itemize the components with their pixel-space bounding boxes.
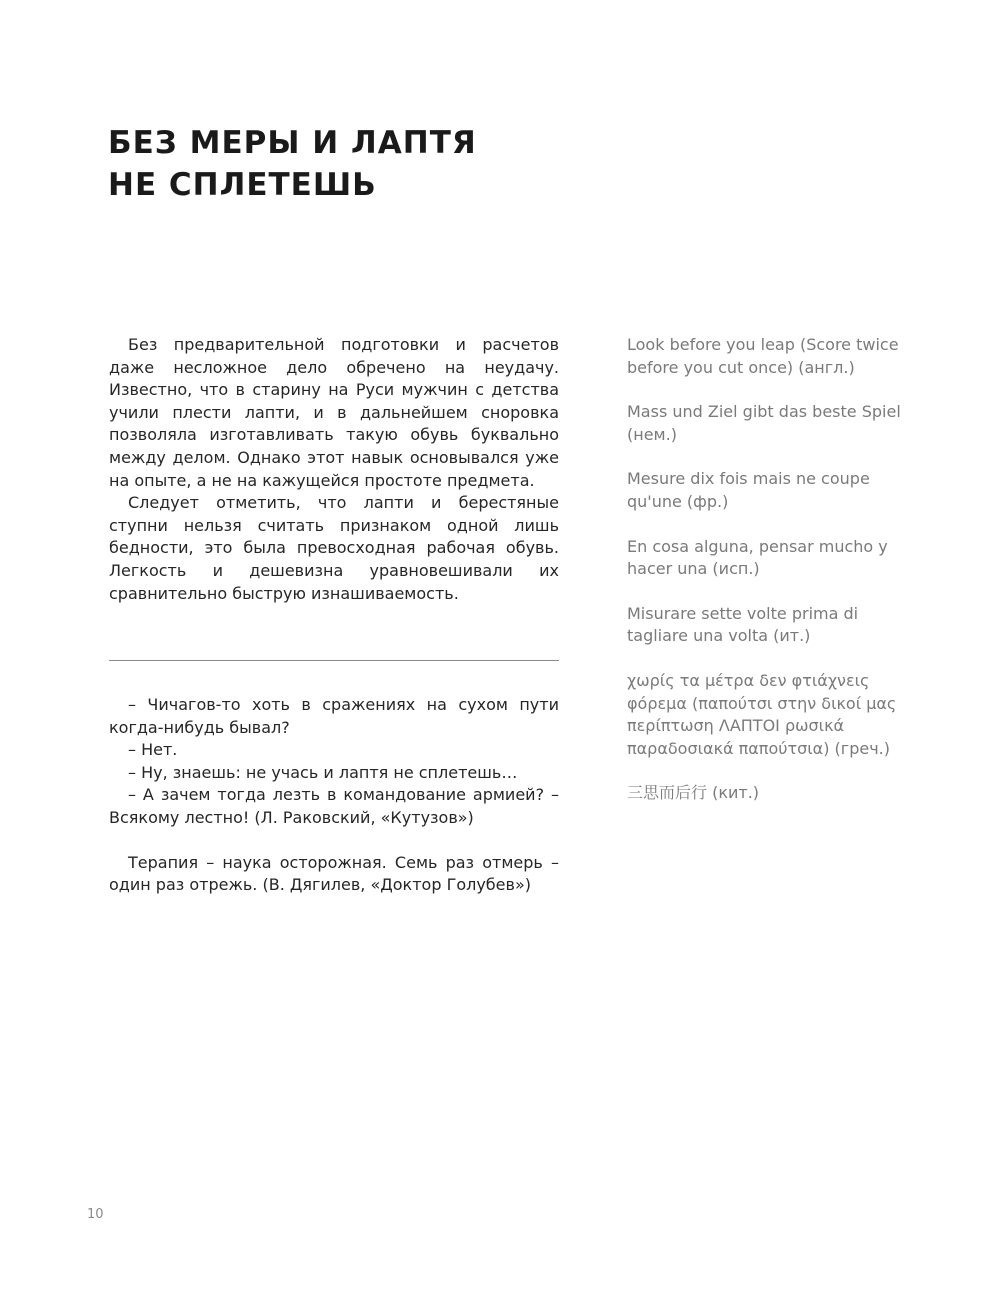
page-title-line-2: НЕ СПЛЕТЕШЬ <box>108 167 377 203</box>
page-title <box>108 122 668 206</box>
page-number: 10 <box>87 1207 104 1222</box>
section-divider <box>109 660 559 661</box>
translation-item: Look before you leap (Score twice before you cut once) (англ.) <box>627 335 899 377</box>
dialogue-line: – Нет. <box>128 740 178 760</box>
translation-item: Misurare sette volte prima di tagliare una volta (ит.) <box>627 603 859 646</box>
translation-item: Mass und Ziel gibt das beste Spiel (нем.) <box>627 402 901 444</box>
main-text <box>109 334 559 605</box>
translation-item: En cosa alguna, pensar mucho y hacer una (исп.) <box>627 536 888 579</box>
dialogue-line: – Ну, знаешь: не учась и лаптя не сплетешь… <box>128 762 518 782</box>
page-title-line-1: БЕЗ МЕРЫ И ЛАПТЯ <box>108 125 477 161</box>
translations-column <box>627 334 917 827</box>
quote-paragraph: Терапия – наука осторожная. Семь раз отмерь – один раз отрежь. (В. Дягилев, «Доктор Голубев») <box>109 852 559 895</box>
translation-item: 三思而后行 (кит.) <box>627 783 760 803</box>
literary-quotes <box>109 694 559 897</box>
translation-item: Mesure dix fois mais ne coupe qu'une (фр.) <box>627 469 870 511</box>
main-paragraph: Следует отметить, что лапти и берестяные ступни нельзя считать признаком одной лишь бедности, это была превосходная рабочая обувь. Легкость и дешевизна уравновешивали их сравнительно быструю изнашиваемость. <box>109 493 559 603</box>
translation-item: χωρίς τα μέτρα δεν φτιάχνεις φόρεμα (παπούτσι στην δικοί μας περίπτωση ΛΑΠΤΟΙ ρωσικά παραδοσιακά παπούτσια) (греч.) <box>627 670 897 758</box>
main-paragraph: Без предварительной подготовки и расчетов даже несложное дело обречено на неудачу. Известно, что в старину на Руси мужчин с детства учили плести лапти, и в дальнейшем сноровка позволяла изготавливать такую обувь буквально между делом. Однако этот навык основывался уже на опыте, а не на кажущейся простоте предмета. <box>109 335 559 490</box>
dialogue-line: – А зачем тогда лезть в командование армией? – Всякому лестно! (Л. Раковский, «Кутузов») <box>109 785 559 827</box>
dialogue-line: – Чичагов-то хоть в сражениях на сухом пути когда-нибудь бывал? <box>109 695 559 737</box>
